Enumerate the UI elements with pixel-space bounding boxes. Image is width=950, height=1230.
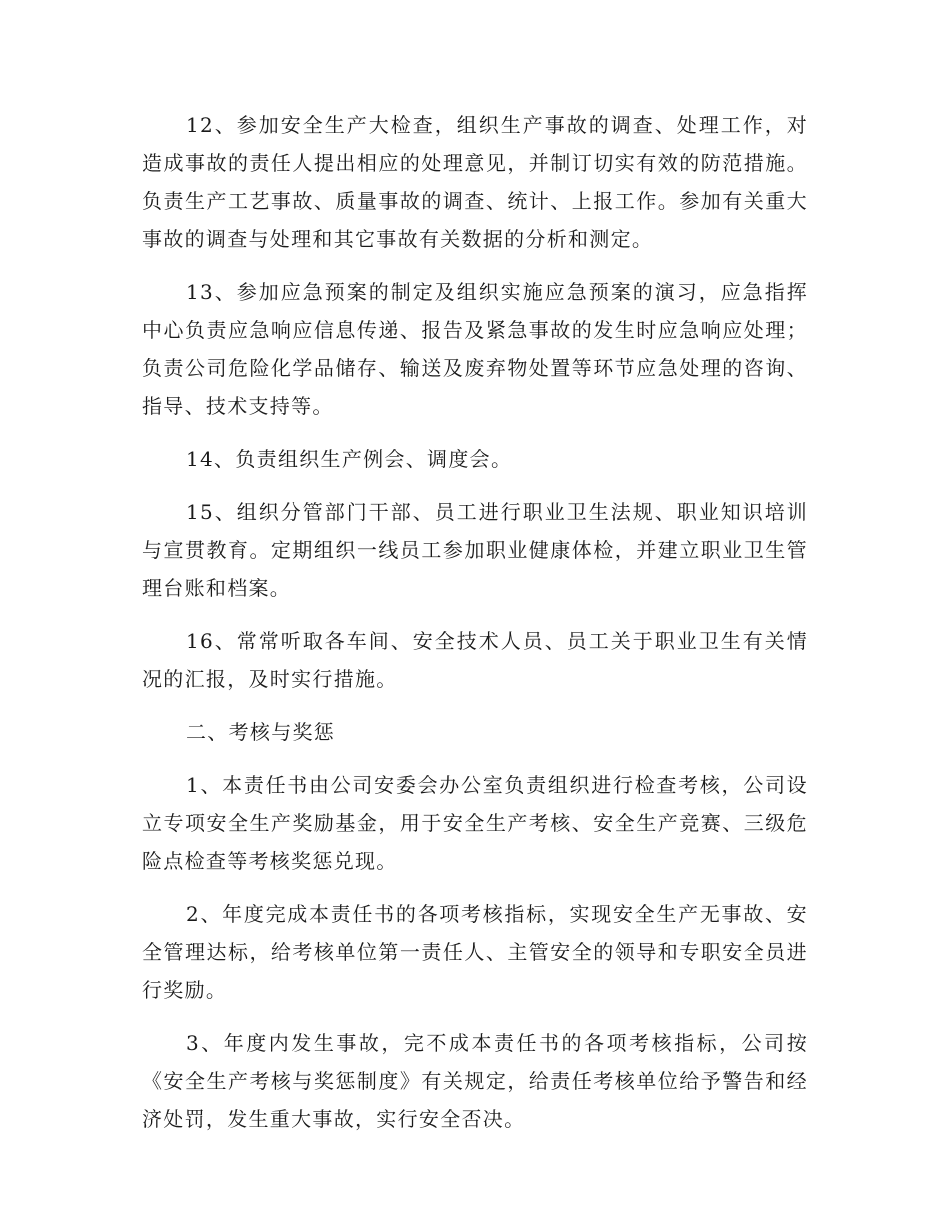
section-heading: 二、考核与奖惩: [186, 720, 336, 744]
paragraph-item-13: 13、参加应急预案的制定及组织实施应急预案的演习，应急指挥中心负责应急响应信息传递、报告及紧急事故的发生时应急响应处理；负责公司危险化学品储存、输送及废弃物处置等环节应急处理的咨询、指导、技术支持等。: [142, 280, 808, 418]
paragraph-item-12: 12、参加安全生产大检查，组织生产事故的调查、处理工作，对造成事故的责任人提出相应的处理意见，并制订切实有效的防范措施。负责生产工艺事故、质量事故的调查、统计、上报工作。参加有关重大事故的调查与处理和其它事故有关数据的分析和测定。: [142, 113, 808, 251]
paragraph-item-15: 15、组织分管部门干部、员工进行职业卫生法规、职业知识培训与宣贯教育。定期组织一线员工参加职业健康体检，并建立职业卫生管理台账和档案。: [142, 500, 808, 600]
document-body: [142, 106, 808, 1153]
paragraph-item-16: 16、常常听取各车间、安全技术人员、员工关于职业卫生有关情况的汇报，及时实行措施。: [142, 629, 808, 691]
section-paragraph-3: 3、年度内发生事故，完不成本责任书的各项考核指标，公司按《安全生产考核与奖惩制度》有关规定，给责任考核单位给予警告和经济处罚，发生重大事故，实行安全否决。: [142, 1031, 808, 1131]
section-paragraph-2: 2、年度完成本责任书的各项考核指标，实现安全生产无事故、安全管理达标，给考核单位第一责任人、主管安全的领导和专职安全员进行奖励。: [142, 902, 808, 1002]
section-paragraph-1: 1、本责任书由公司安委会办公室负责组织进行检查考核，公司设立专项安全生产奖励基金，用于安全生产考核、安全生产竞赛、三级危险点检查等考核奖惩兑现。: [142, 773, 808, 873]
paragraph-item-14: 14、负责组织生产例会、调度会。: [186, 447, 513, 471]
